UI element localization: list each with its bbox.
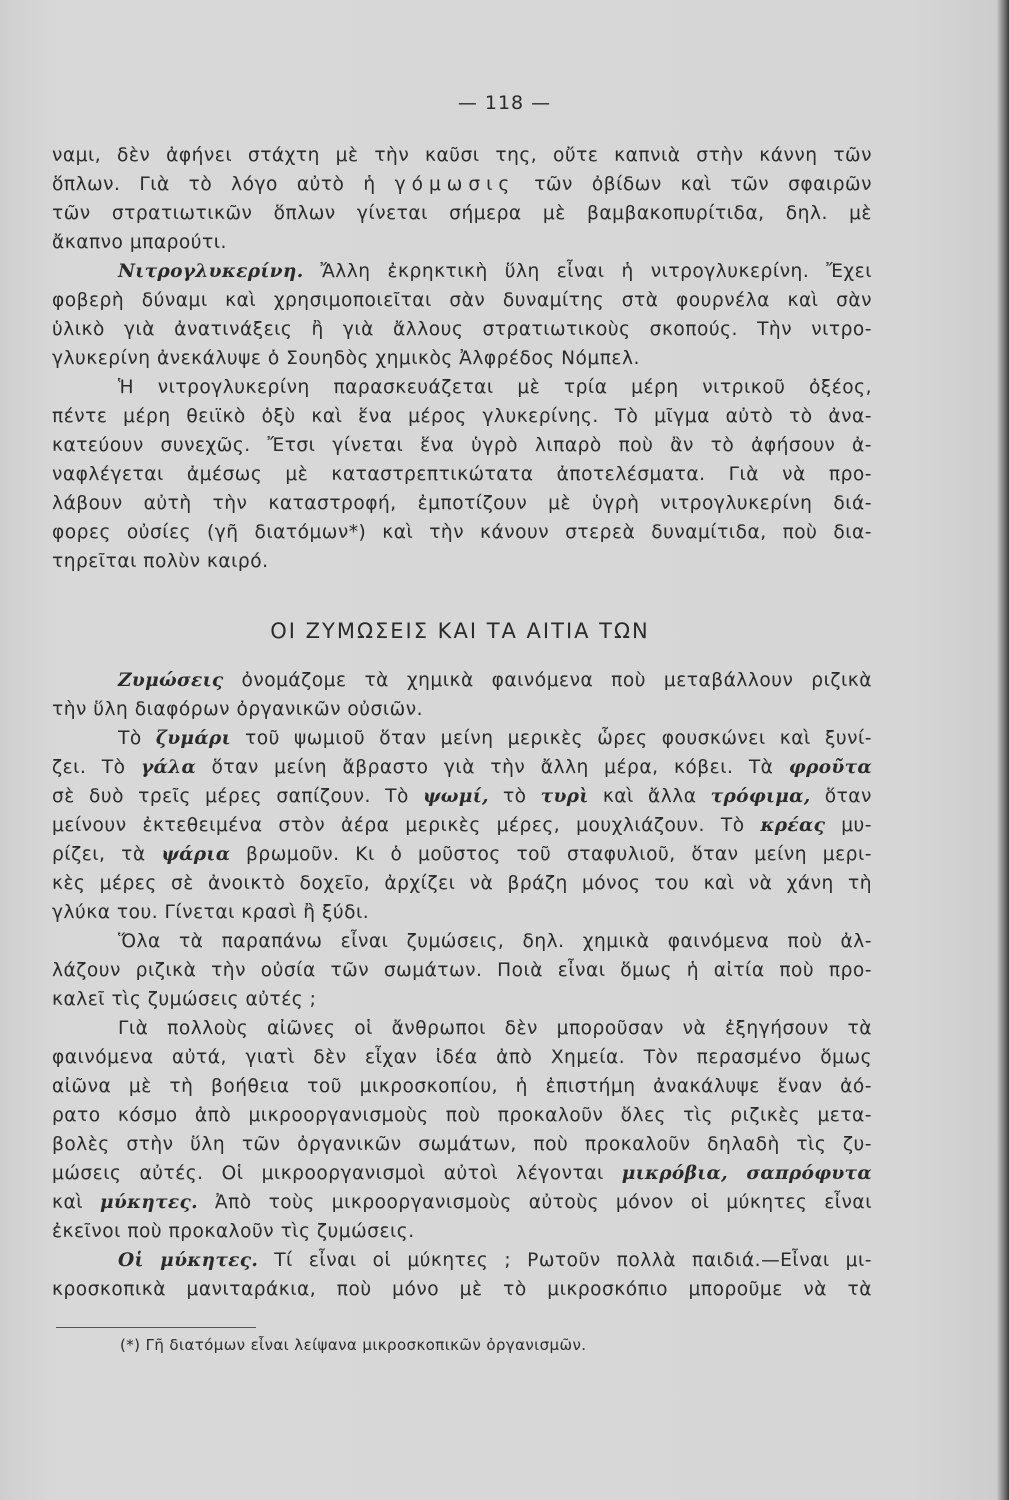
section-heading: ΟΙ ΖΥΜΩΣΕΙΣ ΚΑΙ ΤΑ ΑΙΤΙΑ ΤΩΝ: [270, 619, 650, 643]
text-line: ρίζει, τὰ ψάρια βρωμοῦν. Κι ὁ μοῦστος τοῦ σταφυλιοῦ, ὅταν μείνη μερι-: [52, 844, 872, 865]
text-line: καλεῖ τὶς ζυμώσεις αὐτές ;: [52, 989, 317, 1010]
text-line: φορες οὐσίες (γῆ διατόμων*) καὶ τὴν κάνουν στερεὰ δυναμίτιδα, ποὺ δια-: [52, 522, 872, 543]
text-line: Τὸ ζυμάρι τοῦ ψωμιοῦ ὅταν μείνη μερικὲς ὧρες φουσκώνει καὶ ξυνί-: [118, 728, 872, 749]
text-line: γλυκερίνη ἀνεκάλυψε ὁ Σουηδὸς χημικὸς Ἀλφρέδος Νόμπελ.: [52, 348, 640, 369]
text-line: κὲς μέρες σὲ ἀνοικτὸ δοχεῖο, ἀρχίζει νὰ βράζη μόνος του καὶ νὰ χάνη τὴ: [52, 873, 872, 894]
text-line: λάβουν αὐτὴ τὴν καταστροφή, ἐμποτίζουν μὲ ὑγρὴ νιτρογλυκερίνη διά-: [52, 493, 872, 514]
text-line: Ἡ νιτρογλυκερίνη παρασκευάζεται μὲ τρία μέρη νιτρικοῦ ὀξέος,: [118, 377, 872, 398]
text-line: αἰῶνα μὲ τὴ βοήθεια τοῦ μικροσκοπίου, ἡ ἐπιστήμη ἀνακάλυψε ἕναν ἀό-: [52, 1076, 872, 1097]
text-line: Οἱ μύκητες. Τί εἶναι οἱ μύκητες ; Ρωτοῦν πολλὰ παιδιά.—Εἶναι μι-: [118, 1250, 872, 1271]
text-line: γλύκα του. Γίνεται κρασὶ ἢ ξύδι.: [52, 902, 370, 923]
text-line: καὶ μύκητες. Ἀπὸ τοὺς μικροοργανισμοὺς αὐτοὺς μόνον οἱ μύκητες εἶναι: [52, 1192, 872, 1213]
page-edge-shadow: [997, 0, 1009, 1500]
footnote-divider: [56, 1327, 256, 1328]
body-text-bottom: [52, 666, 872, 1304]
text-line: σὲ δυὸ τρεῖς μέρες σαπίζουν. Τὸ ψωμί, τὸ τυρὶ καὶ ἄλλα τρόφιμα, ὅταν: [52, 786, 872, 807]
text-line: βολὲς στὴν ὕλη τῶν ὀργανικῶν σωμάτων, ποὺ προκαλοῦν δηλαδὴ τὶς ζυ-: [52, 1134, 872, 1155]
text-line: φαινόμενα αὐτά, γιατὶ δὲν εἶχαν ἰδέα ἀπὸ Χημεία. Τὸν περασμένο ὅμως: [52, 1047, 872, 1068]
text-line: φοβερὴ δύναμι καὶ χρησιμοποιεῖται σὰν δυναμίτης στὰ φουρνέλα καὶ σὰν: [52, 290, 872, 311]
text-line: κροσκοπικὰ μανιταράκια, ποὺ μόνο μὲ τὸ μικροσκόπιο μποροῦμε νὰ τὰ: [52, 1279, 872, 1300]
text-line: ναμι, δὲν ἀφήνει στάχτη μὲ τὴν καῦσι της, οὔτε καπνιὰ στὴν κάννη τῶν: [52, 145, 872, 166]
text-line: ἐκεῖνοι ποὺ προκαλοῦν τὶς ζυμώσεις.: [52, 1221, 415, 1242]
text-line: μείνουν ἐκτεθειμένα στὸν ἀέρα μερικὲς μέρες, μουχλιάζουν. Τὸ κρέας μυ-: [52, 815, 872, 836]
body-text-top: [52, 141, 872, 576]
text-line: Γιὰ πολλοὺς αἰῶνες οἱ ἄνθρωποι δὲν μποροῦσαν νὰ ἐξηγήσουν τὰ: [118, 1018, 872, 1039]
text-line: Ζυμώσεις ὀνομάζομε τὰ χημικὰ φαινόμενα ποὺ μεταβάλλουν ριζικὰ: [118, 670, 872, 691]
text-line: λάζουν ριζικὰ τὴν οὐσία τῶν σωμάτων. Ποιὰ εἶναι ὅμως ἡ αἰτία ποὺ προ-: [52, 960, 872, 981]
text-line: πέντε μέρη θειϊκὸ ὀξὺ καὶ ἕνα μέρος γλυκερίνης. Τὸ μῖγμα αὐτὸ τὸ ἀνα-: [52, 406, 872, 427]
text-line: Ὅλα τὰ παραπάνω εἶναι ζυμώσεις, δηλ. χημικὰ φαινόμενα ποὺ ἀλ-: [118, 931, 872, 952]
text-line: τηρεῖται πολὺν καιρό.: [52, 551, 269, 572]
text-line: κατεύουν συνεχῶς. Ἔτσι γίνεται ἕνα ὑγρὸ λιπαρὸ ποὺ ἂν τὸ ἀφήσουν ἀ-: [52, 435, 872, 456]
text-line: Νιτρογλυκερίνη. Ἄλλη ἐκρηκτικὴ ὕλη εἶναι ἡ νιτρογλυκερίνη. Ἔχει: [118, 261, 872, 282]
text-line: ζει. Τὸ γάλα ὅταν μείνη ἄβραστο γιὰ τὴν ἄλλη μέρα, κόβει. Τὰ φροῦτα: [52, 757, 872, 778]
text-line: τὴν ὕλη διαφόρων ὀργανικῶν οὐσιῶν.: [52, 699, 423, 720]
term-nitroglycerin: Νιτρογλυκερίνη.: [118, 261, 304, 282]
text-line: τῶν στρατιωτικῶν ὅπλων γίνεται σήμερα μὲ βαμβακοπυρίτιδα, δηλ. μὲ: [52, 203, 872, 224]
page-number: — 118 —: [457, 92, 552, 114]
footnote: (*) Γῆ διατόμων εἶναι λείψανα μικροσκοπικῶν ὀργανισμῶν.: [120, 1336, 587, 1354]
text-line: ὑλικὸ γιὰ ἀνατινάξεις ἢ γιὰ ἄλλους στρατιωτικοὺς σκοπούς. Τὴν νιτρο-: [52, 319, 872, 340]
text-line: ναφλέγεται ἀμέσως μὲ καταστρεπτικώτατα ἀποτελέσματα. Γιὰ νὰ προ-: [52, 464, 872, 485]
text-line: ὅπλων. Γιὰ τὸ λόγο αὐτὸ ἡ γόμωσις τῶν ὀβίδων καὶ τῶν σφαιρῶν: [52, 174, 872, 195]
text-line: ρατο κόσμο ἀπὸ μικροοργανισμοὺς ποὺ προκαλοῦν ὅλες τὶς ριζικὲς μετα-: [52, 1105, 872, 1126]
text-line: ἄκαπνο μπαρούτι.: [52, 232, 227, 253]
text-line: μώσεις αὐτές. Οἱ μικροοργανισμοὶ αὐτοὶ λέγονται μικρόβια, σαπρόφυτα: [52, 1163, 872, 1184]
